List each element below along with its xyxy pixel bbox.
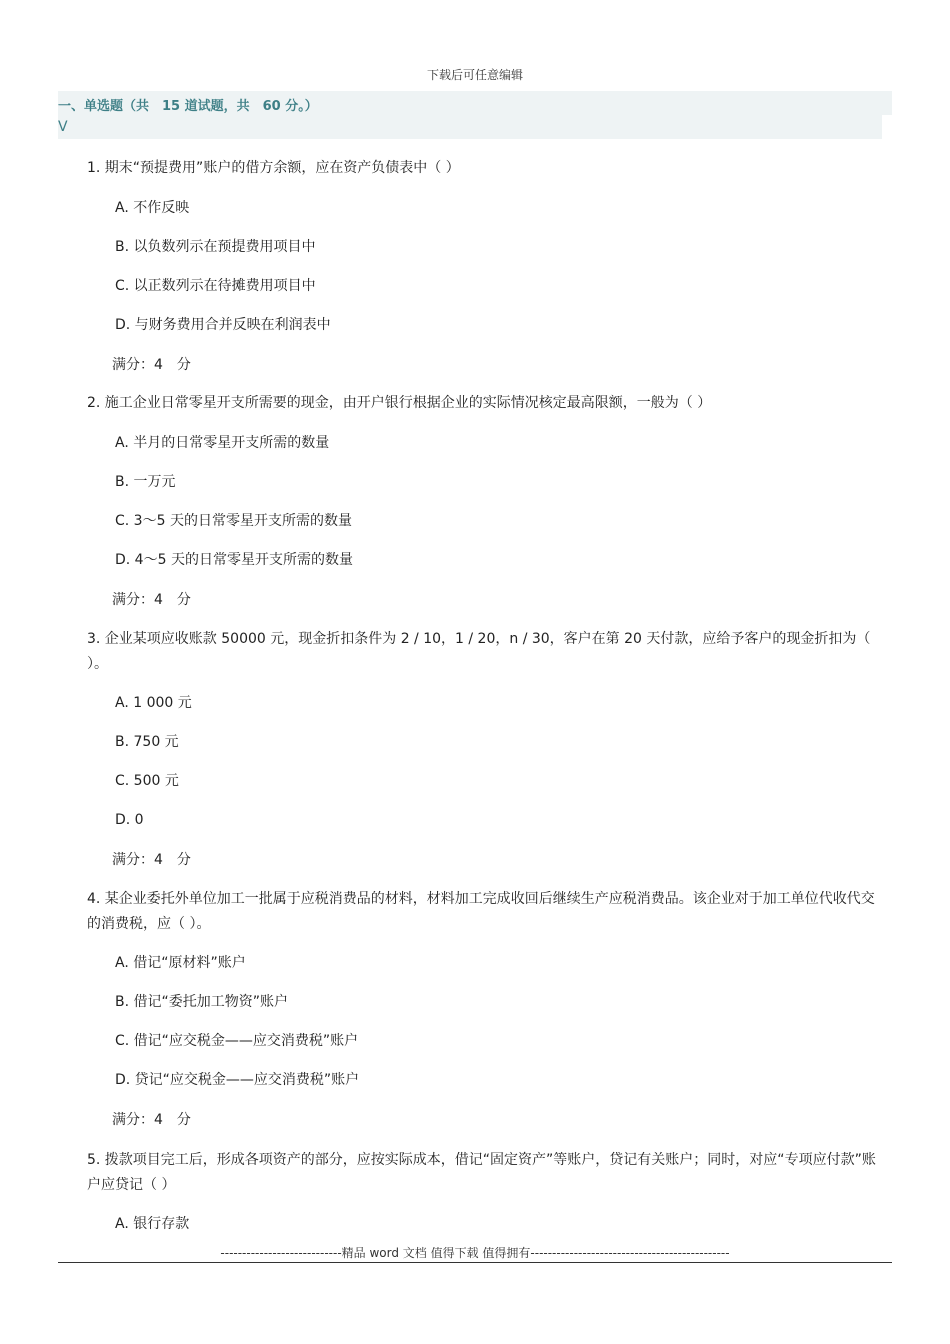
question-1-option-b[interactable]: B. 以负数列示在预提费用项目中 <box>115 239 316 255</box>
question-1-option-a[interactable]: A. 不作反映 <box>115 200 190 216</box>
question-4-option-c[interactable]: C. 借记“应交税金——应交消费税”账户 <box>115 1033 359 1049</box>
section-title: 一、单选题（共 15 道试题，共 60 分。） <box>58 99 318 114</box>
question-4-option-a[interactable]: A. 借记“原材料”账户 <box>115 955 246 971</box>
footer-text: ----------------------------精品 word 文档 值得下载 值得拥有---------------------------------------------- <box>220 1246 730 1260</box>
question-1-option-c[interactable]: C. 以正数列示在待摊费用项目中 <box>115 278 316 294</box>
question-2-option-b[interactable]: B. 一万元 <box>115 474 176 490</box>
question-3-option-a[interactable]: A. 1 000 元 <box>115 695 192 711</box>
question-3-option-c[interactable]: C. 500 元 <box>115 773 179 789</box>
question-2-option-a[interactable]: A. 半月的日常零星开支所需的数量 <box>115 435 330 451</box>
question-3-score: 满分：4 分 <box>112 852 191 868</box>
question-1-score: 满分：4 分 <box>112 357 191 373</box>
header-note: 下载后可任意编辑 <box>426 68 523 82</box>
section-mark: V <box>58 119 68 135</box>
question-3-option-d[interactable]: D. 0 <box>115 812 144 828</box>
question-4-score: 满分：4 分 <box>112 1112 191 1128</box>
question-3-option-b[interactable]: B. 750 元 <box>115 734 179 750</box>
question-3-text: 3. 企业某项应收账款 50000 元，现金折扣条件为 2 / 10，1 / 20，n / 30，客户在第 20 天付款，应给予客户的现金折扣为（ ）。 <box>87 631 871 672</box>
question-5-option-a[interactable]: A. 银行存款 <box>115 1216 190 1232</box>
question-4-option-d[interactable]: D. 贷记“应交税金——应交消费税”账户 <box>115 1072 360 1088</box>
question-2-score: 满分：4 分 <box>112 592 191 608</box>
section-mark-bar <box>58 115 882 139</box>
question-4-option-b[interactable]: B. 借记“委托加工物资”账户 <box>115 994 289 1010</box>
question-1-option-d[interactable]: D. 与财务费用合并反映在利润表中 <box>115 317 331 333</box>
footer-divider <box>58 1262 892 1263</box>
question-2-option-c[interactable]: C. 3～5 天的日常零星开支所需的数量 <box>115 513 352 529</box>
question-5-text: 5. 拨款项目完工后，形成各项资产的部分，应按实际成本，借记“固定资产”等账户，贷记有关账户；同时，对应“专项应付款”账户应贷记（ ） <box>87 1152 876 1193</box>
question-2-option-d[interactable]: D. 4～5 天的日常零星开支所需的数量 <box>115 552 353 568</box>
question-1-text: 1. 期末“预提费用”账户的借方余额，应在资产负债表中（ ） <box>87 160 460 176</box>
question-2-text: 2. 施工企业日常零星开支所需要的现金，由开户银行根据企业的实际情况核定最高限额，一般为（ ） <box>87 395 712 411</box>
question-4-text: 4. 某企业委托外单位加工一批属于应税消费品的材料，材料加工完成收回后继续生产应税消费品。该企业对于加工单位代收代交的消费税，应（ ）。 <box>87 891 875 932</box>
